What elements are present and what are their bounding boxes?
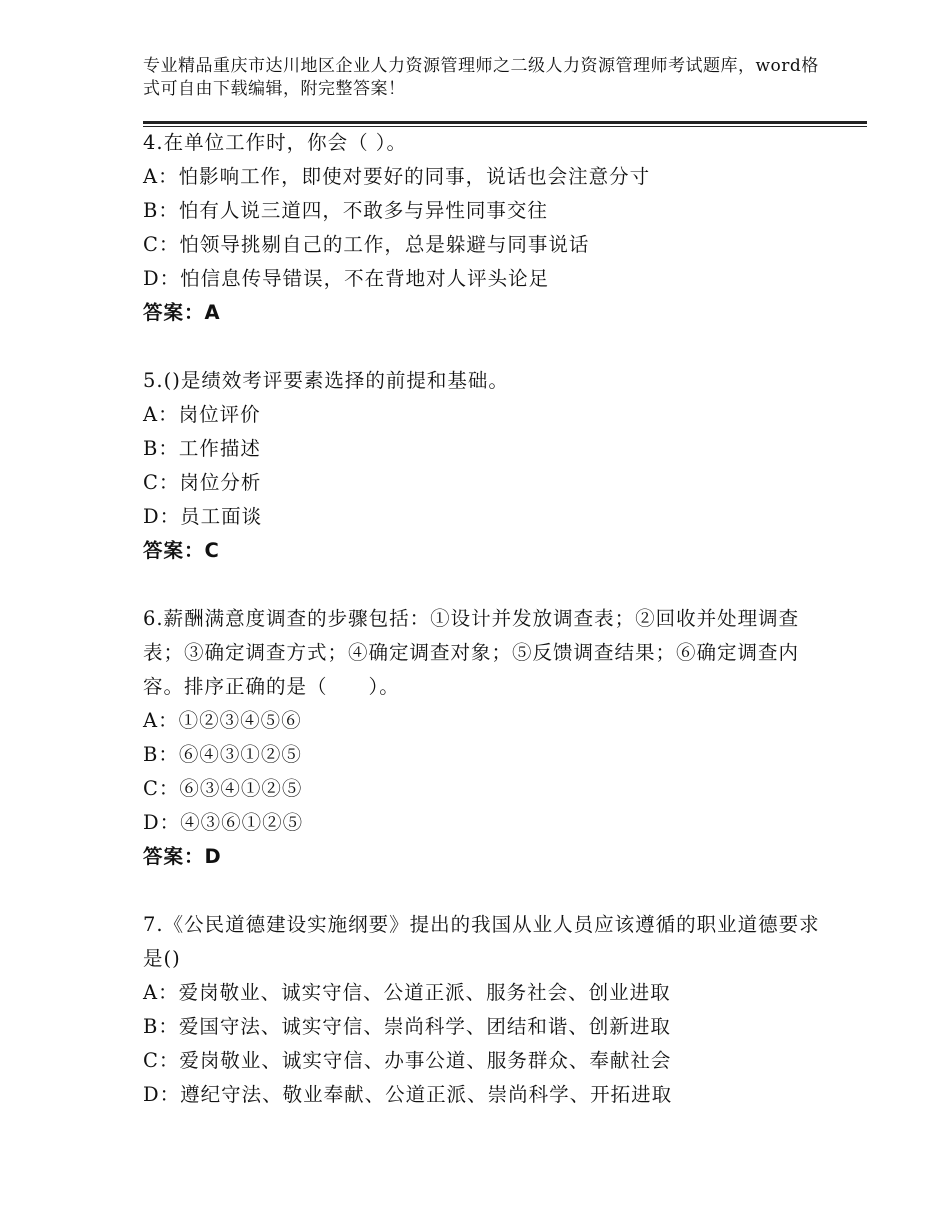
question-6	[143, 602, 823, 874]
question-text: 4.在单位工作时，你会（ ）。	[143, 131, 408, 154]
question-5	[143, 364, 823, 568]
option-c: C：怕领导挑剔自己的工作，总是躲避与同事说话	[143, 233, 590, 256]
question-7	[143, 908, 823, 1112]
option-d: D：④③⑥①②⑤	[143, 811, 304, 834]
option-a: A：怕影响工作，即使对要好的同事，说话也会注意分寸	[143, 165, 651, 188]
question-text: 5.()是绩效考评要素选择的前提和基础。	[143, 369, 509, 392]
answer-label: 答案：A	[143, 301, 221, 324]
option-a: A：①②③④⑤⑥	[143, 709, 302, 732]
document-header: 专业精品重庆市达川地区企业人力资源管理师之二级人力资源管理师考试题库，word格式可自由下载编辑，附完整答案！	[143, 56, 819, 99]
option-c: C：岗位分析	[143, 471, 262, 494]
question-text: 6.薪酬满意度调查的步骤包括：①设计并发放调查表；②回收并处理调查表；③确定调查方式；④确定调查对象；⑤反馈调查结果；⑥确定调查内容。排序正确的是（ ）。	[143, 607, 800, 698]
header-rule-thick	[143, 121, 867, 124]
option-a: A：爱岗敬业、诚实守信、公道正派、服务社会、创业进取	[143, 981, 671, 1004]
option-d: D：遵纪守法、敬业奉献、公道正派、崇尚科学、开拓进取	[143, 1083, 673, 1106]
option-d: D：怕信息传导错误，不在背地对人评头论足	[143, 267, 550, 290]
question-4	[143, 126, 823, 330]
question-text: 7.《公民道德建设实施纲要》提出的我国从业人员应该遵循的职业道德要求是()	[143, 913, 820, 970]
answer-label: 答案：D	[143, 845, 222, 868]
option-b: B：⑥④③①②⑤	[143, 743, 302, 766]
option-c: C：爱岗敬业、诚实守信、办事公道、服务群众、奉献社会	[143, 1049, 672, 1072]
answer-label: 答案：C	[143, 539, 220, 562]
option-c: C：⑥③④①②⑤	[143, 777, 303, 800]
option-b: B：爱国守法、诚实守信、崇尚科学、团结和谐、创新进取	[143, 1015, 671, 1038]
question-list	[143, 126, 823, 1146]
option-b: B：工作描述	[143, 437, 261, 460]
option-d: D：员工面谈	[143, 505, 263, 528]
option-a: A：岗位评价	[143, 403, 261, 426]
option-b: B：怕有人说三道四，不敢多与异性同事交往	[143, 199, 548, 222]
